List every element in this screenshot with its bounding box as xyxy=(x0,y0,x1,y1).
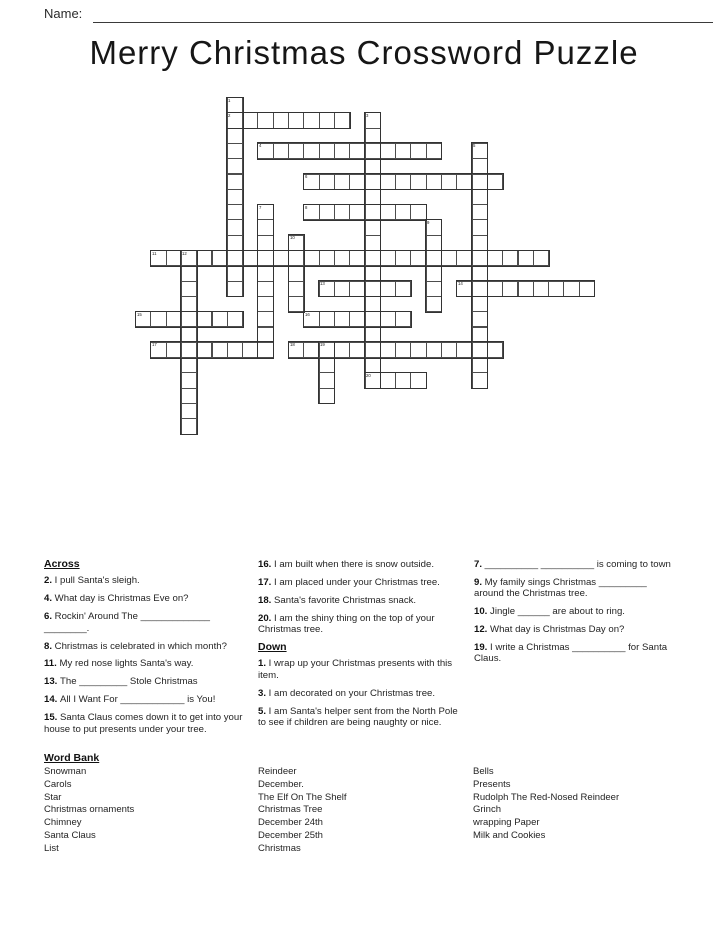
grid-cell xyxy=(548,281,564,297)
word-bank-item: December 25th xyxy=(258,829,323,841)
grid-cell xyxy=(319,112,335,128)
clue-item xyxy=(44,694,250,705)
grid-cell xyxy=(426,296,442,312)
clue-text: The _________ Stole Christmas xyxy=(60,676,198,688)
grid-cell xyxy=(227,174,243,190)
clue-text: Rockin' Around The _____________ ________. xyxy=(44,611,210,634)
grid-cell xyxy=(441,174,457,190)
cell-number: 17 xyxy=(151,343,157,348)
grid-cell xyxy=(533,250,549,266)
grid-cell xyxy=(303,143,319,159)
grid-cell xyxy=(227,235,243,251)
grid-cell xyxy=(456,250,472,266)
grid-cell xyxy=(349,281,365,297)
grid-cell xyxy=(426,174,442,190)
grid-cell xyxy=(365,265,381,281)
grid-cell xyxy=(334,311,350,327)
clue-column-3 xyxy=(474,559,674,671)
word-bank-item: Christmas xyxy=(258,842,301,854)
cell-number: 11 xyxy=(151,251,157,256)
grid-cell xyxy=(365,204,381,220)
grid-cell xyxy=(365,189,381,205)
word-bank-item: Grinch xyxy=(473,804,501,816)
grid-cell xyxy=(533,281,549,297)
grid-cell xyxy=(196,342,212,358)
grid-cell xyxy=(288,143,304,159)
grid-cell xyxy=(472,174,488,190)
grid-cell xyxy=(395,174,411,190)
grid-cell xyxy=(181,372,197,388)
clue-item xyxy=(474,559,674,570)
name-label: Name: xyxy=(44,6,83,21)
cell-number: 9 xyxy=(427,220,430,226)
grid-cell xyxy=(242,250,258,266)
grid-cell xyxy=(181,311,197,327)
grid-cell xyxy=(349,143,365,159)
cell-number: 16 xyxy=(304,312,310,318)
clue-text: What day is Christmas Eve on? xyxy=(54,593,189,605)
grid-cell xyxy=(365,311,381,327)
clue-number: 8. xyxy=(44,640,55,652)
word-bank-item: Christmas Tree xyxy=(258,804,323,816)
clue-item xyxy=(258,658,462,681)
grid-cell xyxy=(319,143,335,159)
grid-cell xyxy=(456,342,472,358)
grid-cell xyxy=(227,128,243,144)
clue-text: I am built when there is snow outside. xyxy=(274,559,434,570)
grid-cell xyxy=(227,311,243,327)
grid-cell xyxy=(319,250,335,266)
grid-cell xyxy=(410,143,426,159)
grid-cell xyxy=(395,372,411,388)
word-bank-item: List xyxy=(44,842,59,854)
grid-cell xyxy=(395,204,411,220)
cell-number: 6 xyxy=(304,175,308,180)
cell-number: 18 xyxy=(289,343,295,348)
grid-cell xyxy=(487,342,503,358)
grid-cell xyxy=(441,342,457,358)
grid-cell xyxy=(349,311,365,327)
clue-number: 19. xyxy=(474,642,491,654)
grid-cell xyxy=(365,235,381,251)
grid-cell xyxy=(227,342,243,358)
clue-number: 12. xyxy=(474,624,491,636)
grid-cell xyxy=(288,281,304,297)
clue-text: What day is Christmas Day on? xyxy=(490,624,625,636)
clue-text: I am the shiny thing on the top of your Christmas tree. xyxy=(258,612,435,636)
cell-number: 14 xyxy=(457,282,463,287)
grid-cell xyxy=(426,235,442,251)
clue-number: 4. xyxy=(44,593,55,605)
grid-cell xyxy=(212,250,228,266)
clue-item xyxy=(44,712,250,735)
grid-cell xyxy=(395,311,411,327)
grid-cell xyxy=(257,112,273,128)
clue-item xyxy=(474,624,674,635)
grid-cell xyxy=(441,250,457,266)
clue-text: All I Want For ____________ is You! xyxy=(60,694,216,706)
grid-cell xyxy=(472,158,488,174)
grid-cell xyxy=(365,342,381,358)
grid-cell xyxy=(319,357,335,373)
grid-cell xyxy=(472,281,488,297)
clue-text: Christmas is celebrated in which month? xyxy=(54,640,227,652)
grid-cell xyxy=(257,296,273,312)
cell-number: 2 xyxy=(228,113,231,119)
grid-cell xyxy=(395,250,411,266)
clue-column-1 xyxy=(44,559,250,741)
grid-cell xyxy=(472,265,488,281)
cell-number: 12 xyxy=(182,251,188,256)
clue-number: 16. xyxy=(258,559,275,570)
grid-cell xyxy=(518,250,534,266)
grid-cell xyxy=(426,250,442,266)
grid-cell xyxy=(563,281,579,297)
grid-cell xyxy=(472,327,488,343)
clue-item xyxy=(474,606,674,617)
grid-cell xyxy=(472,296,488,312)
grid-cell xyxy=(227,265,243,281)
clue-item xyxy=(258,577,462,588)
grid-cell xyxy=(181,418,197,434)
grid-cell xyxy=(334,281,350,297)
clue-item xyxy=(258,559,462,570)
grid-cell xyxy=(334,143,350,159)
grid-cell xyxy=(380,204,396,220)
grid-cell xyxy=(227,281,243,297)
grid-cell xyxy=(380,281,396,297)
clue-number: 13. xyxy=(44,676,61,688)
clue-item xyxy=(258,595,462,606)
grid-cell xyxy=(334,342,350,358)
grid-cell xyxy=(472,204,488,220)
clue-text: I am placed under your Christmas tree. xyxy=(274,576,440,588)
grid-cell xyxy=(410,342,426,358)
grid-cell xyxy=(472,219,488,235)
clue-number: 1. xyxy=(258,658,269,670)
grid-cell xyxy=(365,357,381,373)
grid-cell xyxy=(426,281,442,297)
grid-cell xyxy=(181,265,197,281)
grid-cell xyxy=(227,189,243,205)
grid-cell xyxy=(487,250,503,266)
clue-item xyxy=(258,613,462,636)
cell-number: 4 xyxy=(258,144,262,149)
word-bank-item: Bells xyxy=(473,766,494,777)
cell-number: 7 xyxy=(258,205,262,210)
grid-cell xyxy=(166,311,182,327)
grid-cell xyxy=(166,342,182,358)
grid-cell xyxy=(334,250,350,266)
grid-cell xyxy=(257,327,273,343)
grid-cell xyxy=(303,342,319,358)
word-bank-item: December. xyxy=(258,778,304,790)
clue-text: My red nose lights Santa's way. xyxy=(59,658,194,670)
grid-cell xyxy=(380,250,396,266)
grid-cell xyxy=(472,311,488,327)
word-bank-column-2 xyxy=(258,766,347,856)
word-bank-item: The Elf On The Shelf xyxy=(258,791,347,803)
word-bank-item: Rudolph The Red-Nosed Reindeer xyxy=(473,791,620,803)
grid-cell xyxy=(349,250,365,266)
cell-number: 15 xyxy=(136,312,142,318)
cell-number: 19 xyxy=(320,343,325,348)
grid-cell xyxy=(365,128,381,144)
grid-cell xyxy=(380,372,396,388)
grid-cell xyxy=(288,250,304,266)
grid-cell xyxy=(349,174,365,190)
word-bank-item: Christmas ornaments xyxy=(44,804,135,816)
grid-cell xyxy=(518,281,534,297)
grid-cell xyxy=(365,158,381,174)
clue-item xyxy=(474,577,674,600)
section-header-across: Across xyxy=(44,558,80,570)
clue-number: 20. xyxy=(258,612,275,624)
clue-item xyxy=(258,706,462,729)
grid-cell xyxy=(472,357,488,373)
grid-cell xyxy=(212,311,228,327)
grid-cell xyxy=(257,342,273,358)
grid-cell xyxy=(227,219,243,235)
grid-cell xyxy=(319,311,335,327)
grid-cell xyxy=(395,342,411,358)
grid-cell xyxy=(410,174,426,190)
grid-cell xyxy=(319,388,335,404)
grid-cell xyxy=(456,174,472,190)
grid-cell xyxy=(349,342,365,358)
grid-cell xyxy=(487,174,503,190)
page-title: Merry Christmas Crossword Puzzle xyxy=(89,34,639,71)
grid-cell xyxy=(273,250,289,266)
word-bank-item: Milk and Cookies xyxy=(473,829,546,841)
grid-cell xyxy=(365,327,381,343)
word-bank-item: Star xyxy=(44,791,62,803)
grid-cell xyxy=(319,204,335,220)
grid-cell xyxy=(365,174,381,190)
grid-cell xyxy=(288,296,304,312)
clue-text: I am Santa's helper sent from the North Pole to see if children are being naughty or nice. xyxy=(258,705,458,729)
clue-text: Santa Claus comes down it to get into your house to put presents under your tree. xyxy=(44,712,243,735)
grid-cell xyxy=(365,219,381,235)
grid-cell xyxy=(196,311,212,327)
grid-cell xyxy=(334,112,350,128)
clue-number: 17. xyxy=(258,576,275,588)
grid-cell xyxy=(319,372,335,388)
grid-cell xyxy=(410,204,426,220)
clue-text: I write a Christmas __________ for Santa Claus. xyxy=(474,642,668,665)
section-header-down: Down xyxy=(258,641,287,654)
grid-cell xyxy=(212,342,228,358)
clue-text: Santa's favorite Christmas snack. xyxy=(274,594,417,606)
grid-cell xyxy=(334,204,350,220)
grid-cell xyxy=(472,250,488,266)
grid-cell xyxy=(242,342,258,358)
grid-cell xyxy=(181,296,197,312)
grid-cell xyxy=(196,250,212,266)
word-bank-item: Santa Claus xyxy=(44,829,96,841)
word-bank-column-1 xyxy=(44,766,134,856)
clue-number: 5. xyxy=(258,705,269,717)
grid-cell xyxy=(365,143,381,159)
grid-cell xyxy=(166,250,182,266)
grid-cell xyxy=(242,112,258,128)
grid-cell xyxy=(227,143,243,159)
grid-cell xyxy=(257,250,273,266)
grid-cell xyxy=(380,311,396,327)
grid-cell xyxy=(288,265,304,281)
clue-number: 7. xyxy=(474,559,485,570)
grid-cell xyxy=(227,204,243,220)
cell-number: 8 xyxy=(304,205,308,210)
cell-number: 3 xyxy=(366,113,369,119)
cell-number: 5 xyxy=(473,144,476,149)
grid-cell xyxy=(227,158,243,174)
clue-item xyxy=(44,611,250,634)
grid-cell xyxy=(257,219,273,235)
grid-cell xyxy=(380,174,396,190)
grid-cell xyxy=(579,281,595,297)
word-bank-item: Reindeer xyxy=(258,766,297,777)
clue-number: 18. xyxy=(258,594,275,606)
grid-cell xyxy=(472,235,488,251)
grid-cell xyxy=(502,250,518,266)
grid-cell xyxy=(472,189,488,205)
grid-cell xyxy=(181,281,197,297)
clue-text: Jingle ______ are about to ring. xyxy=(490,606,625,618)
clue-item xyxy=(44,676,250,687)
word-bank-header: Word Bank xyxy=(44,752,100,764)
grid-cell xyxy=(410,250,426,266)
clue-number: 2. xyxy=(44,575,55,587)
clue-text: I am decorated on your Christmas tree. xyxy=(268,687,436,699)
grid-cell xyxy=(380,143,396,159)
clue-item xyxy=(44,658,250,669)
grid-cell xyxy=(273,143,289,159)
grid-cell xyxy=(257,281,273,297)
word-bank-column-3 xyxy=(473,766,619,843)
grid-cell xyxy=(257,311,273,327)
clue-number: 9. xyxy=(474,576,485,588)
grid-cell xyxy=(426,265,442,281)
grid-cell xyxy=(227,250,243,266)
cell-number: 20 xyxy=(366,373,371,379)
clue-column-2 xyxy=(258,559,462,735)
grid-cell xyxy=(426,342,442,358)
word-bank-item: Carols xyxy=(44,778,72,790)
grid-cell xyxy=(349,204,365,220)
grid-cell xyxy=(181,388,197,404)
grid-cell xyxy=(502,281,518,297)
grid-cell xyxy=(181,327,197,343)
grid-cell xyxy=(181,342,197,358)
grid-cell xyxy=(365,281,381,297)
grid-cell xyxy=(487,281,503,297)
clue-item xyxy=(44,641,250,652)
clue-number: 14. xyxy=(44,694,61,706)
name-blank-line xyxy=(93,22,713,23)
grid-cell xyxy=(181,357,197,373)
clue-number: 10. xyxy=(474,606,491,618)
grid-cell xyxy=(472,372,488,388)
clue-item xyxy=(44,575,250,586)
grid-cell xyxy=(181,403,197,419)
clue-number: 6. xyxy=(44,611,55,623)
clue-text: I wrap up your Christmas presents with this item. xyxy=(258,658,453,681)
grid-cell xyxy=(319,174,335,190)
grid-cell xyxy=(288,112,304,128)
cell-number: 13 xyxy=(320,282,325,287)
clue-number: 11. xyxy=(44,658,60,670)
word-bank-item: wrapping Paper xyxy=(473,817,540,829)
clue-text: I pull Santa's sleigh. xyxy=(54,575,140,587)
grid-cell xyxy=(334,174,350,190)
cell-number: 10 xyxy=(289,236,295,241)
clue-item xyxy=(474,642,674,665)
grid-cell xyxy=(365,250,381,266)
cell-number: 1 xyxy=(228,98,231,103)
grid-cell xyxy=(380,342,396,358)
grid-cell xyxy=(472,342,488,358)
clue-number: 15. xyxy=(44,712,61,724)
grid-cell xyxy=(303,112,319,128)
grid-cell xyxy=(395,281,411,297)
clue-item xyxy=(44,593,250,604)
word-bank-item: Snowman xyxy=(44,766,87,777)
clue-number: 3. xyxy=(258,687,269,699)
grid-cell xyxy=(257,235,273,251)
clue-text: My family sings Christmas _________ around the Christmas tree. xyxy=(474,576,647,600)
grid-cell xyxy=(395,143,411,159)
word-bank-item: Chimney xyxy=(44,817,82,829)
grid-cell xyxy=(150,311,166,327)
grid-cell xyxy=(303,250,319,266)
word-bank-item: Presents xyxy=(473,778,511,790)
clue-text: __________ __________ is coming to town xyxy=(484,559,671,570)
grid-cell xyxy=(257,265,273,281)
grid-cell xyxy=(426,143,442,159)
word-bank-item: December 24th xyxy=(258,817,323,829)
grid-cell xyxy=(273,112,289,128)
clue-item xyxy=(258,688,462,699)
grid-cell xyxy=(410,372,426,388)
grid-cell xyxy=(365,296,381,312)
